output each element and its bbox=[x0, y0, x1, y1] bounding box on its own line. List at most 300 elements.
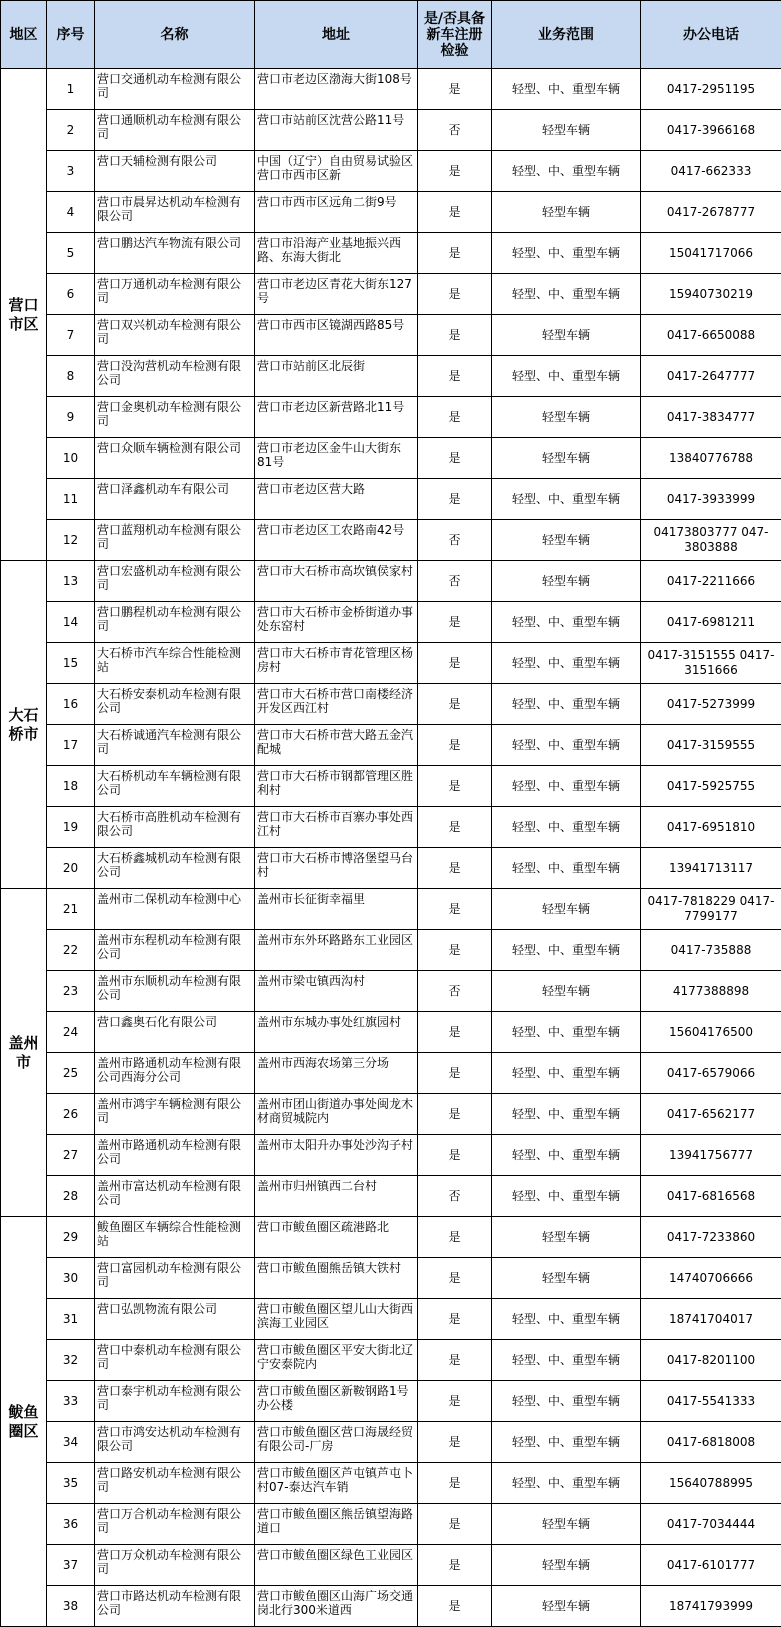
name-cell bbox=[95, 848, 255, 889]
table-row bbox=[1, 1176, 781, 1217]
address-cell bbox=[255, 315, 418, 356]
phone-cell: 0417-2678777 bbox=[641, 192, 781, 233]
seq-cell: 12 bbox=[47, 520, 95, 561]
name-cell bbox=[95, 766, 255, 807]
seq-cell: 23 bbox=[47, 971, 95, 1012]
name-cell bbox=[95, 1135, 255, 1176]
address-cell-text: 营口市鲅鱼圈区望儿山大街西滨海工业园区 bbox=[257, 1302, 415, 1330]
scope-cell: 轻型、中、重型车辆 bbox=[492, 643, 641, 684]
phone-cell: 13840776788 bbox=[641, 438, 781, 479]
new-car-cell: 是 bbox=[418, 1258, 492, 1299]
phone-cell: 15041717066 bbox=[641, 233, 781, 274]
new-car-cell: 是 bbox=[418, 1012, 492, 1053]
name-cell-text: 营口万通机动车检测有限公司 bbox=[97, 277, 252, 305]
name-cell bbox=[95, 1217, 255, 1258]
address-cell-text: 营口市大石桥市营大路五金汽配城 bbox=[257, 728, 415, 756]
table-row bbox=[1, 725, 781, 766]
table-row bbox=[1, 1340, 781, 1381]
phone-cell: 18741793999 bbox=[641, 1586, 781, 1627]
address-cell-text: 营口市老边区渤海大街108号 bbox=[257, 72, 415, 86]
table-row bbox=[1, 1422, 781, 1463]
table-row bbox=[1, 110, 781, 151]
address-cell bbox=[255, 1463, 418, 1504]
phone-cell: 0417-2647777 bbox=[641, 356, 781, 397]
name-cell-text: 盖州市富达机动车检测有限公司 bbox=[97, 1179, 252, 1207]
phone-cell: 0417-6650088 bbox=[641, 315, 781, 356]
scope-cell: 轻型、中、重型车辆 bbox=[492, 1463, 641, 1504]
new-car-cell: 是 bbox=[418, 69, 492, 110]
table-row bbox=[1, 356, 781, 397]
table-row bbox=[1, 479, 781, 520]
seq-cell: 18 bbox=[47, 766, 95, 807]
seq-cell: 9 bbox=[47, 397, 95, 438]
table-row bbox=[1, 1094, 781, 1135]
address-cell bbox=[255, 1053, 418, 1094]
table-row bbox=[1, 438, 781, 479]
name-cell bbox=[95, 315, 255, 356]
address-cell-text: 盖州市团山街道办事处闽龙木材商贸城院内 bbox=[257, 1097, 415, 1125]
seq-cell: 21 bbox=[47, 889, 95, 930]
scope-cell: 轻型、中、重型车辆 bbox=[492, 725, 641, 766]
name-cell bbox=[95, 1422, 255, 1463]
address-cell bbox=[255, 1299, 418, 1340]
new-car-cell: 是 bbox=[418, 1504, 492, 1545]
table-row bbox=[1, 1463, 781, 1504]
phone-cell: 0417-6579066 bbox=[641, 1053, 781, 1094]
table-body bbox=[1, 69, 781, 1627]
name-cell-text: 营口中泰机动车检测有限公司 bbox=[97, 1343, 252, 1371]
scope-cell: 轻型、中、重型车辆 bbox=[492, 1135, 641, 1176]
name-cell bbox=[95, 1545, 255, 1586]
address-cell bbox=[255, 1340, 418, 1381]
scope-cell: 轻型、中、重型车辆 bbox=[492, 151, 641, 192]
table-row bbox=[1, 971, 781, 1012]
table-row bbox=[1, 1299, 781, 1340]
scope-cell: 轻型、中、重型车辆 bbox=[492, 684, 641, 725]
phone-cell: 0417-5541333 bbox=[641, 1381, 781, 1422]
phone-cell: 0417-7233860 bbox=[641, 1217, 781, 1258]
address-cell bbox=[255, 930, 418, 971]
name-cell bbox=[95, 151, 255, 192]
new-car-cell: 是 bbox=[418, 1463, 492, 1504]
name-cell bbox=[95, 438, 255, 479]
scope-cell: 轻型、中、重型车辆 bbox=[492, 1176, 641, 1217]
phone-cell: 0417-3151555 0417-3151666 bbox=[641, 643, 781, 684]
new-car-cell: 是 bbox=[418, 192, 492, 233]
scope-cell: 轻型车辆 bbox=[492, 561, 641, 602]
name-cell bbox=[95, 274, 255, 315]
address-cell bbox=[255, 971, 418, 1012]
address-cell bbox=[255, 1545, 418, 1586]
new-car-cell: 是 bbox=[418, 725, 492, 766]
seq-cell: 2 bbox=[47, 110, 95, 151]
scope-cell: 轻型、中、重型车辆 bbox=[492, 356, 641, 397]
new-car-cell: 是 bbox=[418, 274, 492, 315]
scope-cell: 轻型、中、重型车辆 bbox=[492, 1094, 641, 1135]
name-cell bbox=[95, 397, 255, 438]
name-cell-text: 营口天辅检测有限公司 bbox=[97, 154, 252, 168]
phone-cell: 0417-2211666 bbox=[641, 561, 781, 602]
new-car-cell: 是 bbox=[418, 766, 492, 807]
address-cell bbox=[255, 520, 418, 561]
scope-cell: 轻型、中、重型车辆 bbox=[492, 602, 641, 643]
phone-cell: 0417-6101777 bbox=[641, 1545, 781, 1586]
seq-cell: 6 bbox=[47, 274, 95, 315]
new-car-cell: 是 bbox=[418, 1381, 492, 1422]
phone-cell: 0417-6981211 bbox=[641, 602, 781, 643]
seq-cell: 11 bbox=[47, 479, 95, 520]
seq-cell: 15 bbox=[47, 643, 95, 684]
new-car-cell: 是 bbox=[418, 479, 492, 520]
scope-cell: 轻型车辆 bbox=[492, 889, 641, 930]
name-cell bbox=[95, 1340, 255, 1381]
name-cell-text: 营口万众机动车检测有限公司 bbox=[97, 1548, 252, 1576]
phone-cell: 13941756777 bbox=[641, 1135, 781, 1176]
address-cell bbox=[255, 274, 418, 315]
name-cell-text: 营口市路达机动车检测有限公司 bbox=[97, 1589, 252, 1617]
new-car-cell: 是 bbox=[418, 930, 492, 971]
name-cell bbox=[95, 889, 255, 930]
name-cell bbox=[95, 1176, 255, 1217]
address-cell-text: 营口市老边区营大路 bbox=[257, 482, 415, 496]
phone-cell: 15940730219 bbox=[641, 274, 781, 315]
address-cell-text: 营口市大石桥市百寨办事处西江村 bbox=[257, 810, 415, 838]
address-cell bbox=[255, 725, 418, 766]
name-cell bbox=[95, 602, 255, 643]
table-row bbox=[1, 602, 781, 643]
seq-cell: 8 bbox=[47, 356, 95, 397]
phone-cell: 0417-5925755 bbox=[641, 766, 781, 807]
new-car-cell: 否 bbox=[418, 110, 492, 151]
name-cell-text: 营口鑫奥石化有限公司 bbox=[97, 1015, 252, 1029]
phone-cell: 0417-735888 bbox=[641, 930, 781, 971]
new-car-cell: 是 bbox=[418, 1340, 492, 1381]
name-cell bbox=[95, 1381, 255, 1422]
address-cell-text: 营口市大石桥市高坎镇侯家村 bbox=[257, 564, 415, 578]
seq-cell: 20 bbox=[47, 848, 95, 889]
seq-cell: 31 bbox=[47, 1299, 95, 1340]
phone-cell: 13941713117 bbox=[641, 848, 781, 889]
phone-cell: 14740706666 bbox=[641, 1258, 781, 1299]
address-cell-text: 营口市大石桥市博洛堡望马台村 bbox=[257, 851, 415, 879]
address-cell bbox=[255, 438, 418, 479]
name-cell-text: 营口泰宇机动车检测有限公司 bbox=[97, 1384, 252, 1412]
address-cell-text: 营口市沿海产业基地振兴西路、东海大街北 bbox=[257, 236, 415, 264]
table-row bbox=[1, 274, 781, 315]
new-car-cell: 是 bbox=[418, 889, 492, 930]
name-cell bbox=[95, 1094, 255, 1135]
address-cell bbox=[255, 1135, 418, 1176]
address-cell bbox=[255, 151, 418, 192]
seq-cell: 7 bbox=[47, 315, 95, 356]
name-cell-text: 大石桥市汽车综合性能检测站 bbox=[97, 646, 252, 674]
scope-cell: 轻型车辆 bbox=[492, 192, 641, 233]
table-row bbox=[1, 889, 781, 930]
name-cell-text: 大石桥机动车车辆检测有限公司 bbox=[97, 769, 252, 797]
region-cell: 营口市区 bbox=[1, 69, 47, 561]
seq-cell: 25 bbox=[47, 1053, 95, 1094]
phone-cell: 4177388898 bbox=[641, 971, 781, 1012]
seq-cell: 34 bbox=[47, 1422, 95, 1463]
table-row bbox=[1, 1258, 781, 1299]
name-cell-text: 营口宏盛机动车检测有限公司 bbox=[97, 564, 252, 592]
name-cell bbox=[95, 1299, 255, 1340]
address-cell-text: 营口市鲅鱼圈区绿色工业园区 bbox=[257, 1548, 415, 1562]
address-cell-text: 营口市鲅鱼圈区平安大街北辽宁安泰院内 bbox=[257, 1343, 415, 1371]
table-row bbox=[1, 643, 781, 684]
new-car-cell: 是 bbox=[418, 438, 492, 479]
seq-cell: 28 bbox=[47, 1176, 95, 1217]
table-row bbox=[1, 766, 781, 807]
seq-cell: 13 bbox=[47, 561, 95, 602]
scope-cell: 轻型车辆 bbox=[492, 1217, 641, 1258]
address-cell-text: 营口市老边区新营路北11号 bbox=[257, 400, 415, 414]
new-car-cell: 否 bbox=[418, 971, 492, 1012]
address-cell-text: 营口市鲅鱼圈熊岳镇大铁村 bbox=[257, 1261, 415, 1275]
phone-cell: 04173803777 047-3803888 bbox=[641, 520, 781, 561]
address-cell-text: 盖州市归州镇西二台村 bbox=[257, 1179, 415, 1193]
address-cell-text: 营口市站前区沈营公路11号 bbox=[257, 113, 415, 127]
scope-cell: 轻型车辆 bbox=[492, 1586, 641, 1627]
address-cell-text: 营口市老边区金牛山大街东81号 bbox=[257, 441, 415, 469]
seq-cell: 19 bbox=[47, 807, 95, 848]
table-row bbox=[1, 1586, 781, 1627]
address-cell-text: 营口市大石桥市营口南楼经济开发区西江村 bbox=[257, 687, 415, 715]
seq-cell: 29 bbox=[47, 1217, 95, 1258]
seq-cell: 1 bbox=[47, 69, 95, 110]
scope-cell: 轻型车辆 bbox=[492, 1258, 641, 1299]
name-cell bbox=[95, 110, 255, 151]
new-car-cell: 是 bbox=[418, 1053, 492, 1094]
scope-cell: 轻型车辆 bbox=[492, 110, 641, 151]
address-cell bbox=[255, 110, 418, 151]
scope-cell: 轻型车辆 bbox=[492, 1504, 641, 1545]
address-cell bbox=[255, 356, 418, 397]
address-cell bbox=[255, 1094, 418, 1135]
address-cell-text: 营口市站前区北辰街 bbox=[257, 359, 415, 373]
seq-cell: 17 bbox=[47, 725, 95, 766]
scope-cell: 轻型、中、重型车辆 bbox=[492, 848, 641, 889]
scope-cell: 轻型车辆 bbox=[492, 315, 641, 356]
name-cell bbox=[95, 356, 255, 397]
seq-cell: 33 bbox=[47, 1381, 95, 1422]
address-cell-text: 盖州市东外环路路东工业园区 bbox=[257, 933, 415, 947]
seq-cell: 4 bbox=[47, 192, 95, 233]
table-row bbox=[1, 69, 781, 110]
phone-cell: 0417-3933999 bbox=[641, 479, 781, 520]
seq-cell: 5 bbox=[47, 233, 95, 274]
address-cell-text: 盖州市东城办事处红旗园村 bbox=[257, 1015, 415, 1029]
header-new-car: 是/否具备新车注册检验 bbox=[418, 1, 492, 69]
table-row bbox=[1, 1217, 781, 1258]
new-car-cell: 是 bbox=[418, 1299, 492, 1340]
name-cell-text: 营口通顺机动车检测有限公司 bbox=[97, 113, 252, 141]
scope-cell: 轻型车辆 bbox=[492, 397, 641, 438]
address-cell bbox=[255, 233, 418, 274]
name-cell-text: 营口市鸿安达机动车检测有限公司 bbox=[97, 1425, 252, 1453]
phone-cell: 0417-3966168 bbox=[641, 110, 781, 151]
address-cell-text: 营口市西市区远角二街9号 bbox=[257, 195, 415, 209]
new-car-cell: 是 bbox=[418, 848, 492, 889]
name-cell-text: 营口富园机动车检测有限公司 bbox=[97, 1261, 252, 1289]
phone-cell: 0417-7818229 0417-7799177 bbox=[641, 889, 781, 930]
seq-cell: 14 bbox=[47, 602, 95, 643]
phone-cell: 0417-6562177 bbox=[641, 1094, 781, 1135]
address-cell-text: 盖州市太阳升办事处沙沟子村 bbox=[257, 1138, 415, 1152]
name-cell bbox=[95, 643, 255, 684]
name-cell-text: 营口蓝翔机动车检测有限公司 bbox=[97, 523, 252, 551]
name-cell bbox=[95, 1504, 255, 1545]
new-car-cell: 是 bbox=[418, 1545, 492, 1586]
name-cell-text: 大石桥鑫城机动车检测有限公司 bbox=[97, 851, 252, 879]
table-row bbox=[1, 1012, 781, 1053]
address-cell-text: 营口市鲅鱼圈区芦屯镇芦屯卜村07-泰达汽车销 bbox=[257, 1466, 415, 1494]
new-car-cell: 是 bbox=[418, 397, 492, 438]
seq-cell: 37 bbox=[47, 1545, 95, 1586]
table-row bbox=[1, 192, 781, 233]
scope-cell: 轻型、中、重型车辆 bbox=[492, 930, 641, 971]
name-cell bbox=[95, 1463, 255, 1504]
seq-cell: 3 bbox=[47, 151, 95, 192]
table-row bbox=[1, 807, 781, 848]
table-header-row bbox=[1, 1, 781, 69]
name-cell bbox=[95, 807, 255, 848]
header-phone: 办公电话 bbox=[641, 1, 781, 69]
new-car-cell: 是 bbox=[418, 1586, 492, 1627]
new-car-cell: 是 bbox=[418, 602, 492, 643]
scope-cell: 轻型车辆 bbox=[492, 971, 641, 1012]
region-cell: 大石桥市 bbox=[1, 561, 47, 889]
table-row bbox=[1, 684, 781, 725]
address-cell bbox=[255, 1258, 418, 1299]
phone-cell: 15604176500 bbox=[641, 1012, 781, 1053]
scope-cell: 轻型、中、重型车辆 bbox=[492, 1299, 641, 1340]
name-cell-text: 营口双兴机动车检测有限公司 bbox=[97, 318, 252, 346]
address-cell-text: 营口市老边区青花大街东127号 bbox=[257, 277, 415, 305]
phone-cell: 0417-2951195 bbox=[641, 69, 781, 110]
new-car-cell: 是 bbox=[418, 233, 492, 274]
table-row bbox=[1, 1135, 781, 1176]
name-cell bbox=[95, 1258, 255, 1299]
table-row bbox=[1, 848, 781, 889]
seq-cell: 30 bbox=[47, 1258, 95, 1299]
seq-cell: 10 bbox=[47, 438, 95, 479]
scope-cell: 轻型、中、重型车辆 bbox=[492, 1340, 641, 1381]
table-row bbox=[1, 233, 781, 274]
new-car-cell: 是 bbox=[418, 356, 492, 397]
phone-cell: 0417-5273999 bbox=[641, 684, 781, 725]
name-cell-text: 营口路安机动车检测有限公司 bbox=[97, 1466, 252, 1494]
name-cell bbox=[95, 69, 255, 110]
address-cell bbox=[255, 766, 418, 807]
address-cell bbox=[255, 848, 418, 889]
address-cell bbox=[255, 1012, 418, 1053]
phone-cell: 0417-6818008 bbox=[641, 1422, 781, 1463]
scope-cell: 轻型、中、重型车辆 bbox=[492, 233, 641, 274]
scope-cell: 轻型、中、重型车辆 bbox=[492, 1053, 641, 1094]
address-cell-text: 营口市鲅鱼圈区熊岳镇望海路道口 bbox=[257, 1507, 415, 1535]
name-cell-text: 大石桥诚通汽车检测有限公司 bbox=[97, 728, 252, 756]
seq-cell: 22 bbox=[47, 930, 95, 971]
new-car-cell: 是 bbox=[418, 1094, 492, 1135]
table-row bbox=[1, 397, 781, 438]
address-cell bbox=[255, 479, 418, 520]
address-cell bbox=[255, 602, 418, 643]
seq-cell: 27 bbox=[47, 1135, 95, 1176]
new-car-cell: 是 bbox=[418, 315, 492, 356]
address-cell-text: 中国（辽宁）自由贸易试验区营口市西市区新 bbox=[257, 154, 415, 182]
address-cell-text: 营口市老边区工农路南42号 bbox=[257, 523, 415, 537]
table-row bbox=[1, 1545, 781, 1586]
name-cell-text: 营口没沟营机动车检测有限公司 bbox=[97, 359, 252, 387]
table-row bbox=[1, 520, 781, 561]
region-cell: 盖州市 bbox=[1, 889, 47, 1217]
address-cell bbox=[255, 1176, 418, 1217]
address-cell bbox=[255, 192, 418, 233]
address-cell-text: 营口市鲅鱼圈区山海广场交通岗北行300米道西 bbox=[257, 1589, 415, 1617]
scope-cell: 轻型、中、重型车辆 bbox=[492, 1381, 641, 1422]
name-cell bbox=[95, 1586, 255, 1627]
phone-cell: 18741704017 bbox=[641, 1299, 781, 1340]
address-cell bbox=[255, 397, 418, 438]
scope-cell: 轻型、中、重型车辆 bbox=[492, 766, 641, 807]
phone-cell: 0417-6951810 bbox=[641, 807, 781, 848]
name-cell-text: 营口交通机动车检测有限公司 bbox=[97, 72, 252, 100]
header-scope: 业务范围 bbox=[492, 1, 641, 69]
name-cell-text: 营口金奥机动车检测有限公司 bbox=[97, 400, 252, 428]
header-region: 地区 bbox=[1, 1, 47, 69]
new-car-cell: 是 bbox=[418, 807, 492, 848]
name-cell-text: 大石桥安泰机动车检测有限公司 bbox=[97, 687, 252, 715]
name-cell bbox=[95, 192, 255, 233]
address-cell bbox=[255, 684, 418, 725]
phone-cell: 0417-8201100 bbox=[641, 1340, 781, 1381]
address-cell bbox=[255, 643, 418, 684]
scope-cell: 轻型车辆 bbox=[492, 520, 641, 561]
name-cell-text: 鲅鱼圈区车辆综合性能检测站 bbox=[97, 1220, 252, 1248]
seq-cell: 35 bbox=[47, 1463, 95, 1504]
new-car-cell: 否 bbox=[418, 561, 492, 602]
name-cell bbox=[95, 233, 255, 274]
table-row bbox=[1, 1381, 781, 1422]
address-cell bbox=[255, 889, 418, 930]
phone-cell: 0417-3834777 bbox=[641, 397, 781, 438]
table-row bbox=[1, 561, 781, 602]
name-cell-text: 盖州市东顺机动车检测有限公司 bbox=[97, 974, 252, 1002]
address-cell bbox=[255, 1422, 418, 1463]
address-cell-text: 营口市大石桥市钢都管理区胜利村 bbox=[257, 769, 415, 797]
scope-cell: 轻型、中、重型车辆 bbox=[492, 1012, 641, 1053]
address-cell-text: 营口市西市区镜湖西路85号 bbox=[257, 318, 415, 332]
name-cell-text: 营口鹏达汽车物流有限公司 bbox=[97, 236, 252, 250]
seq-cell: 26 bbox=[47, 1094, 95, 1135]
region-cell: 鲅鱼圈区 bbox=[1, 1217, 47, 1627]
new-car-cell: 否 bbox=[418, 1176, 492, 1217]
name-cell bbox=[95, 725, 255, 766]
header-seq: 序号 bbox=[47, 1, 95, 69]
name-cell-text: 大石桥市高胜机动车检测有限公司 bbox=[97, 810, 252, 838]
header-name: 名称 bbox=[95, 1, 255, 69]
address-cell bbox=[255, 561, 418, 602]
name-cell-text: 盖州市东程机动车检测有限公司 bbox=[97, 933, 252, 961]
name-cell bbox=[95, 1012, 255, 1053]
name-cell-text: 营口弘凯物流有限公司 bbox=[97, 1302, 252, 1316]
address-cell-text: 盖州市梁屯镇西沟村 bbox=[257, 974, 415, 988]
name-cell-text: 营口万合机动车检测有限公司 bbox=[97, 1507, 252, 1535]
new-car-cell: 是 bbox=[418, 1135, 492, 1176]
name-cell bbox=[95, 930, 255, 971]
new-car-cell: 是 bbox=[418, 684, 492, 725]
